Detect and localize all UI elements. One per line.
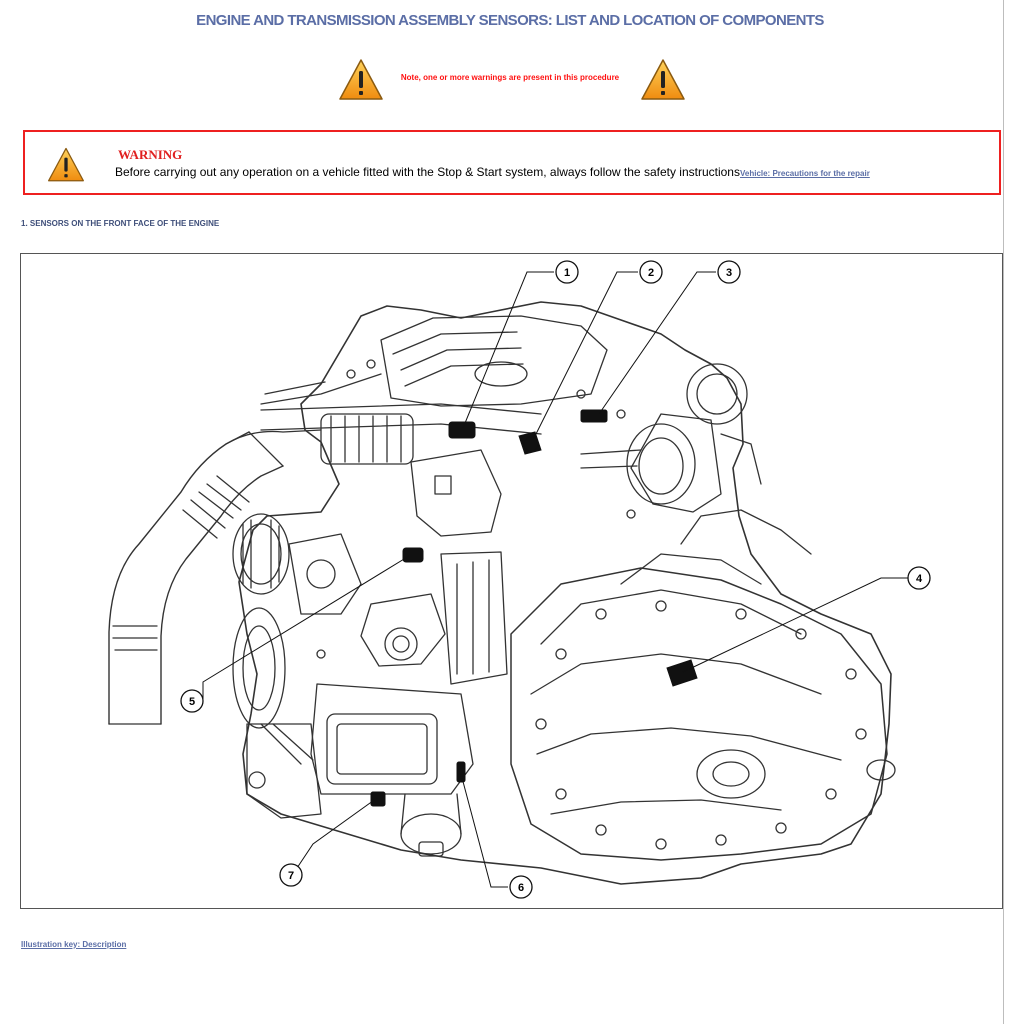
page-title: ENGINE AND TRANSMISSION ASSEMBLY SENSORS: LIST AND LOCATION OF COMPONENTS xyxy=(196,12,824,29)
warning-body-text: Before carrying out any operation on a vehicle fitted with the Stop & Start system, always follow the safety instructions xyxy=(115,165,740,179)
precautions-link[interactable]: Vehicle: Precautions for the repair xyxy=(739,169,870,178)
page-edge-line xyxy=(1003,0,1004,1024)
engine-drawing xyxy=(21,254,1002,908)
warning-triangle-icon xyxy=(640,58,686,102)
callout-label-6: 6 xyxy=(517,882,525,894)
warning-note-text: Note, one or more warnings are present in this procedure xyxy=(400,73,620,82)
warning-box xyxy=(23,130,1001,195)
callout-label-5: 5 xyxy=(188,696,196,708)
callout-label-7: 7 xyxy=(287,870,295,882)
warning-note xyxy=(338,58,688,104)
warning-title: WARNING xyxy=(118,147,183,162)
engine-illustration xyxy=(20,253,1003,909)
callout-label-2: 2 xyxy=(647,267,655,279)
warning-body xyxy=(115,165,870,179)
callout-label-1: 1 xyxy=(563,267,571,279)
illustration-key-link[interactable]: Illustration key: Description xyxy=(21,940,127,949)
warning-triangle-icon xyxy=(338,58,384,102)
section-heading: 1. SENSORS ON THE FRONT FACE OF THE ENGINE xyxy=(21,219,220,228)
callout-label-3: 3 xyxy=(725,267,733,279)
warning-triangle-icon xyxy=(47,146,85,184)
callout-label-4: 4 xyxy=(915,573,923,585)
